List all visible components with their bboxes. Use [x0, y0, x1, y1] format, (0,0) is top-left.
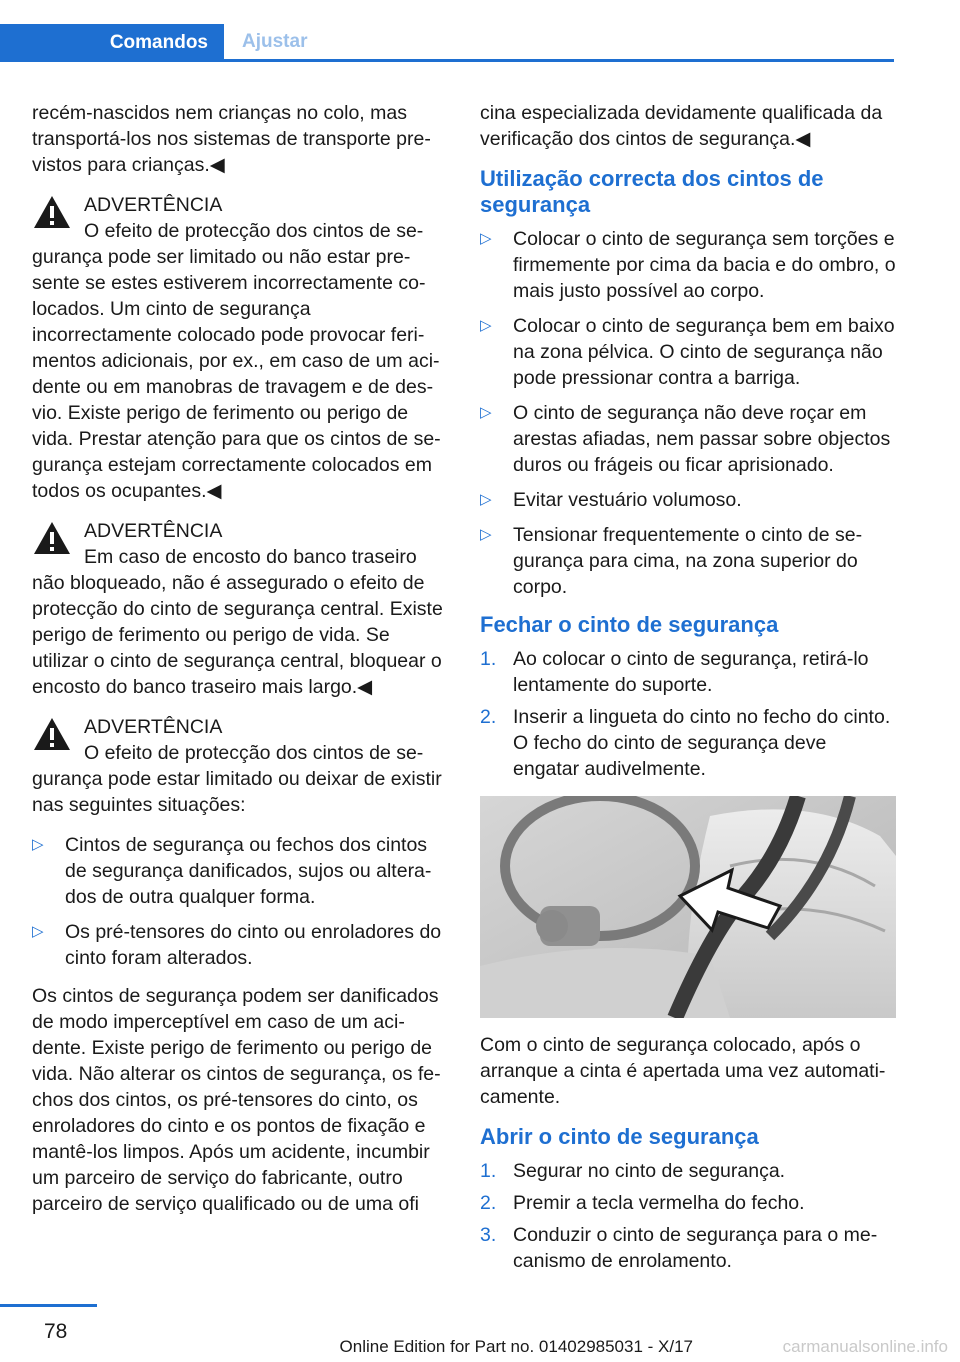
- header-rule: [0, 59, 894, 62]
- triangle-bullet-icon: ▷: [480, 230, 492, 247]
- warning-title: ADVERTÊNCIA: [84, 716, 223, 738]
- triangle-bullet-icon: ▷: [480, 317, 492, 334]
- list-item: 2. Inserir a lingueta do cinto no fecho do cinto. O fecho do cinto de segurança deve engatar audivelmente.: [480, 706, 891, 780]
- continuation-paragraph: cina especializada devidamente qualificada da verificação dos cintos de segurança.◀: [480, 102, 883, 150]
- triangle-bullet-icon: ▷: [32, 923, 44, 940]
- chapter-tabs: [0, 24, 894, 62]
- list-item: ▷ Cintos de segurança ou fechos dos cintos de segurança danificados, sujos ou alterados de outra qualquer forma.: [32, 834, 432, 908]
- right-column: [480, 100, 896, 1286]
- seatbelt-photo-image: [480, 796, 896, 1018]
- warning-block-1: [32, 192, 448, 504]
- list-item: ▷ Os pré-tensores do cinto ou enroladores do cinto foram alterados.: [32, 921, 442, 969]
- watermark[interactable]: carmanualsonline.info: [782, 1337, 948, 1356]
- figure-caption: Com o cinto de segurança colocado, após o arranque a cinta é apertada uma vez automaticamente.: [480, 1034, 886, 1108]
- list-item: ▷ Colocar o cinto de segurança sem torções e firmemente por cima da bacia e do ombro, o mais justo possível ao corpo.: [480, 228, 896, 302]
- unfasten-steps: [480, 1158, 896, 1274]
- warning-title: ADVERTÊNCIA: [84, 194, 223, 216]
- triangle-bullet-icon: ▷: [32, 836, 44, 853]
- section-heading-fasten: Fechar o cinto de segurança: [480, 612, 779, 637]
- usage-bullet-list: [480, 226, 896, 600]
- section-heading-unfasten: Abrir o cinto de segurança: [480, 1124, 759, 1149]
- triangle-bullet-icon: ▷: [480, 491, 492, 508]
- triangle-bullet-icon: ▷: [480, 404, 492, 421]
- list-item: ▷ Colocar o cinto de segurança bem em baixo na zona pélvica. O cinto de segurança não pode pressionar contra a barriga.: [480, 315, 895, 389]
- warning-title: ADVERTÊNCIA: [84, 520, 223, 542]
- warning-text: O efeito de protecção dos cintos de segurança pode ser limitado ou não estar presente se estes estiverem incorrectamente colocados. Um cinto de segurança incorrectamente colocado pode provocar ferimentos adicionais, por ex., em caso de um acidente ou em manobras de travagem e de desvio. Existe perigo de ferimento ou perigo de vida. Prestar atenção para que os cintos de segurança estejam correctamente colocados em todos os ocupantes.◀: [32, 220, 441, 502]
- warning-block-3: [32, 714, 448, 818]
- footer-rule: [0, 1304, 97, 1307]
- warning-block-2: [32, 518, 448, 700]
- warning-text: O efeito de protecção dos cintos de segurança pode estar limitado ou deixar de existir nas seguintes situações:: [32, 742, 442, 816]
- seatbelt-illustration: [480, 796, 896, 1018]
- tab-ajustar[interactable]: Ajustar: [242, 31, 308, 52]
- list-item: 3. Conduzir o cinto de segurança para o mecanismo de enrolamento.: [480, 1224, 878, 1272]
- left-column: [32, 100, 448, 1231]
- warning-triangle-icon: [32, 194, 72, 232]
- fasten-steps: [480, 646, 896, 782]
- section-heading-usage: Utilização correcta dos cintos de segurança: [480, 166, 824, 217]
- closing-paragraph: Os cintos de segurança podem ser danificados de modo imperceptível em caso de um acidente. Existe perigo de ferimento ou perigo de vida. Não alterar os cintos de segurança, os fechos dos cintos, os pré-tensores do cinto, os enroladores do cinto e os pontos de fixação e mantê-los limpos. Após um acidente, incumbir um parceiro de serviço do fabricante, outro parceiro de serviço qualificado ou de uma ofi: [32, 985, 441, 1215]
- warning-triangle-icon: [32, 520, 72, 558]
- tab-comandos[interactable]: Comandos: [0, 24, 224, 62]
- warning-bullet-list: [32, 832, 448, 971]
- page-number: 78: [44, 1320, 68, 1343]
- edition-note: Online Edition for Part no. 01402985031 - X/17: [339, 1337, 693, 1356]
- warning-triangle-icon: [32, 716, 72, 754]
- list-item: ▷ Tensionar frequentemente o cinto de segurança para cima, na zona superior do corpo.: [480, 524, 863, 598]
- warning-text: Em caso de encosto do banco traseiro não bloqueado, não é assegurado o efeito de protecção do cinto de segurança central. Existe perigo de ferimento ou perigo de vida. Se utilizar o cinto de segurança central, bloquear o encosto do banco traseiro mais largo.◀: [32, 546, 443, 698]
- list-item: 1. Ao colocar o cinto de segurança, retirá-lo lentamente do suporte.: [480, 648, 869, 696]
- list-item: 2. Premir a tecla vermelha do fecho.: [480, 1192, 805, 1214]
- list-item: ▷ Evitar vestuário volumoso.: [480, 489, 742, 511]
- triangle-bullet-icon: ▷: [480, 526, 492, 543]
- intro-paragraph: recém-nascidos nem crianças no colo, mas transportá-los nos sistemas de transporte previstos para crianças.◀: [32, 102, 431, 176]
- list-item: 1. Segurar no cinto de segurança.: [480, 1160, 786, 1182]
- list-item: ▷ O cinto de segurança não deve roçar em arestas afiadas, nem passar sobre objectos duros ou frágeis ou ficar aprisionado.: [480, 402, 891, 476]
